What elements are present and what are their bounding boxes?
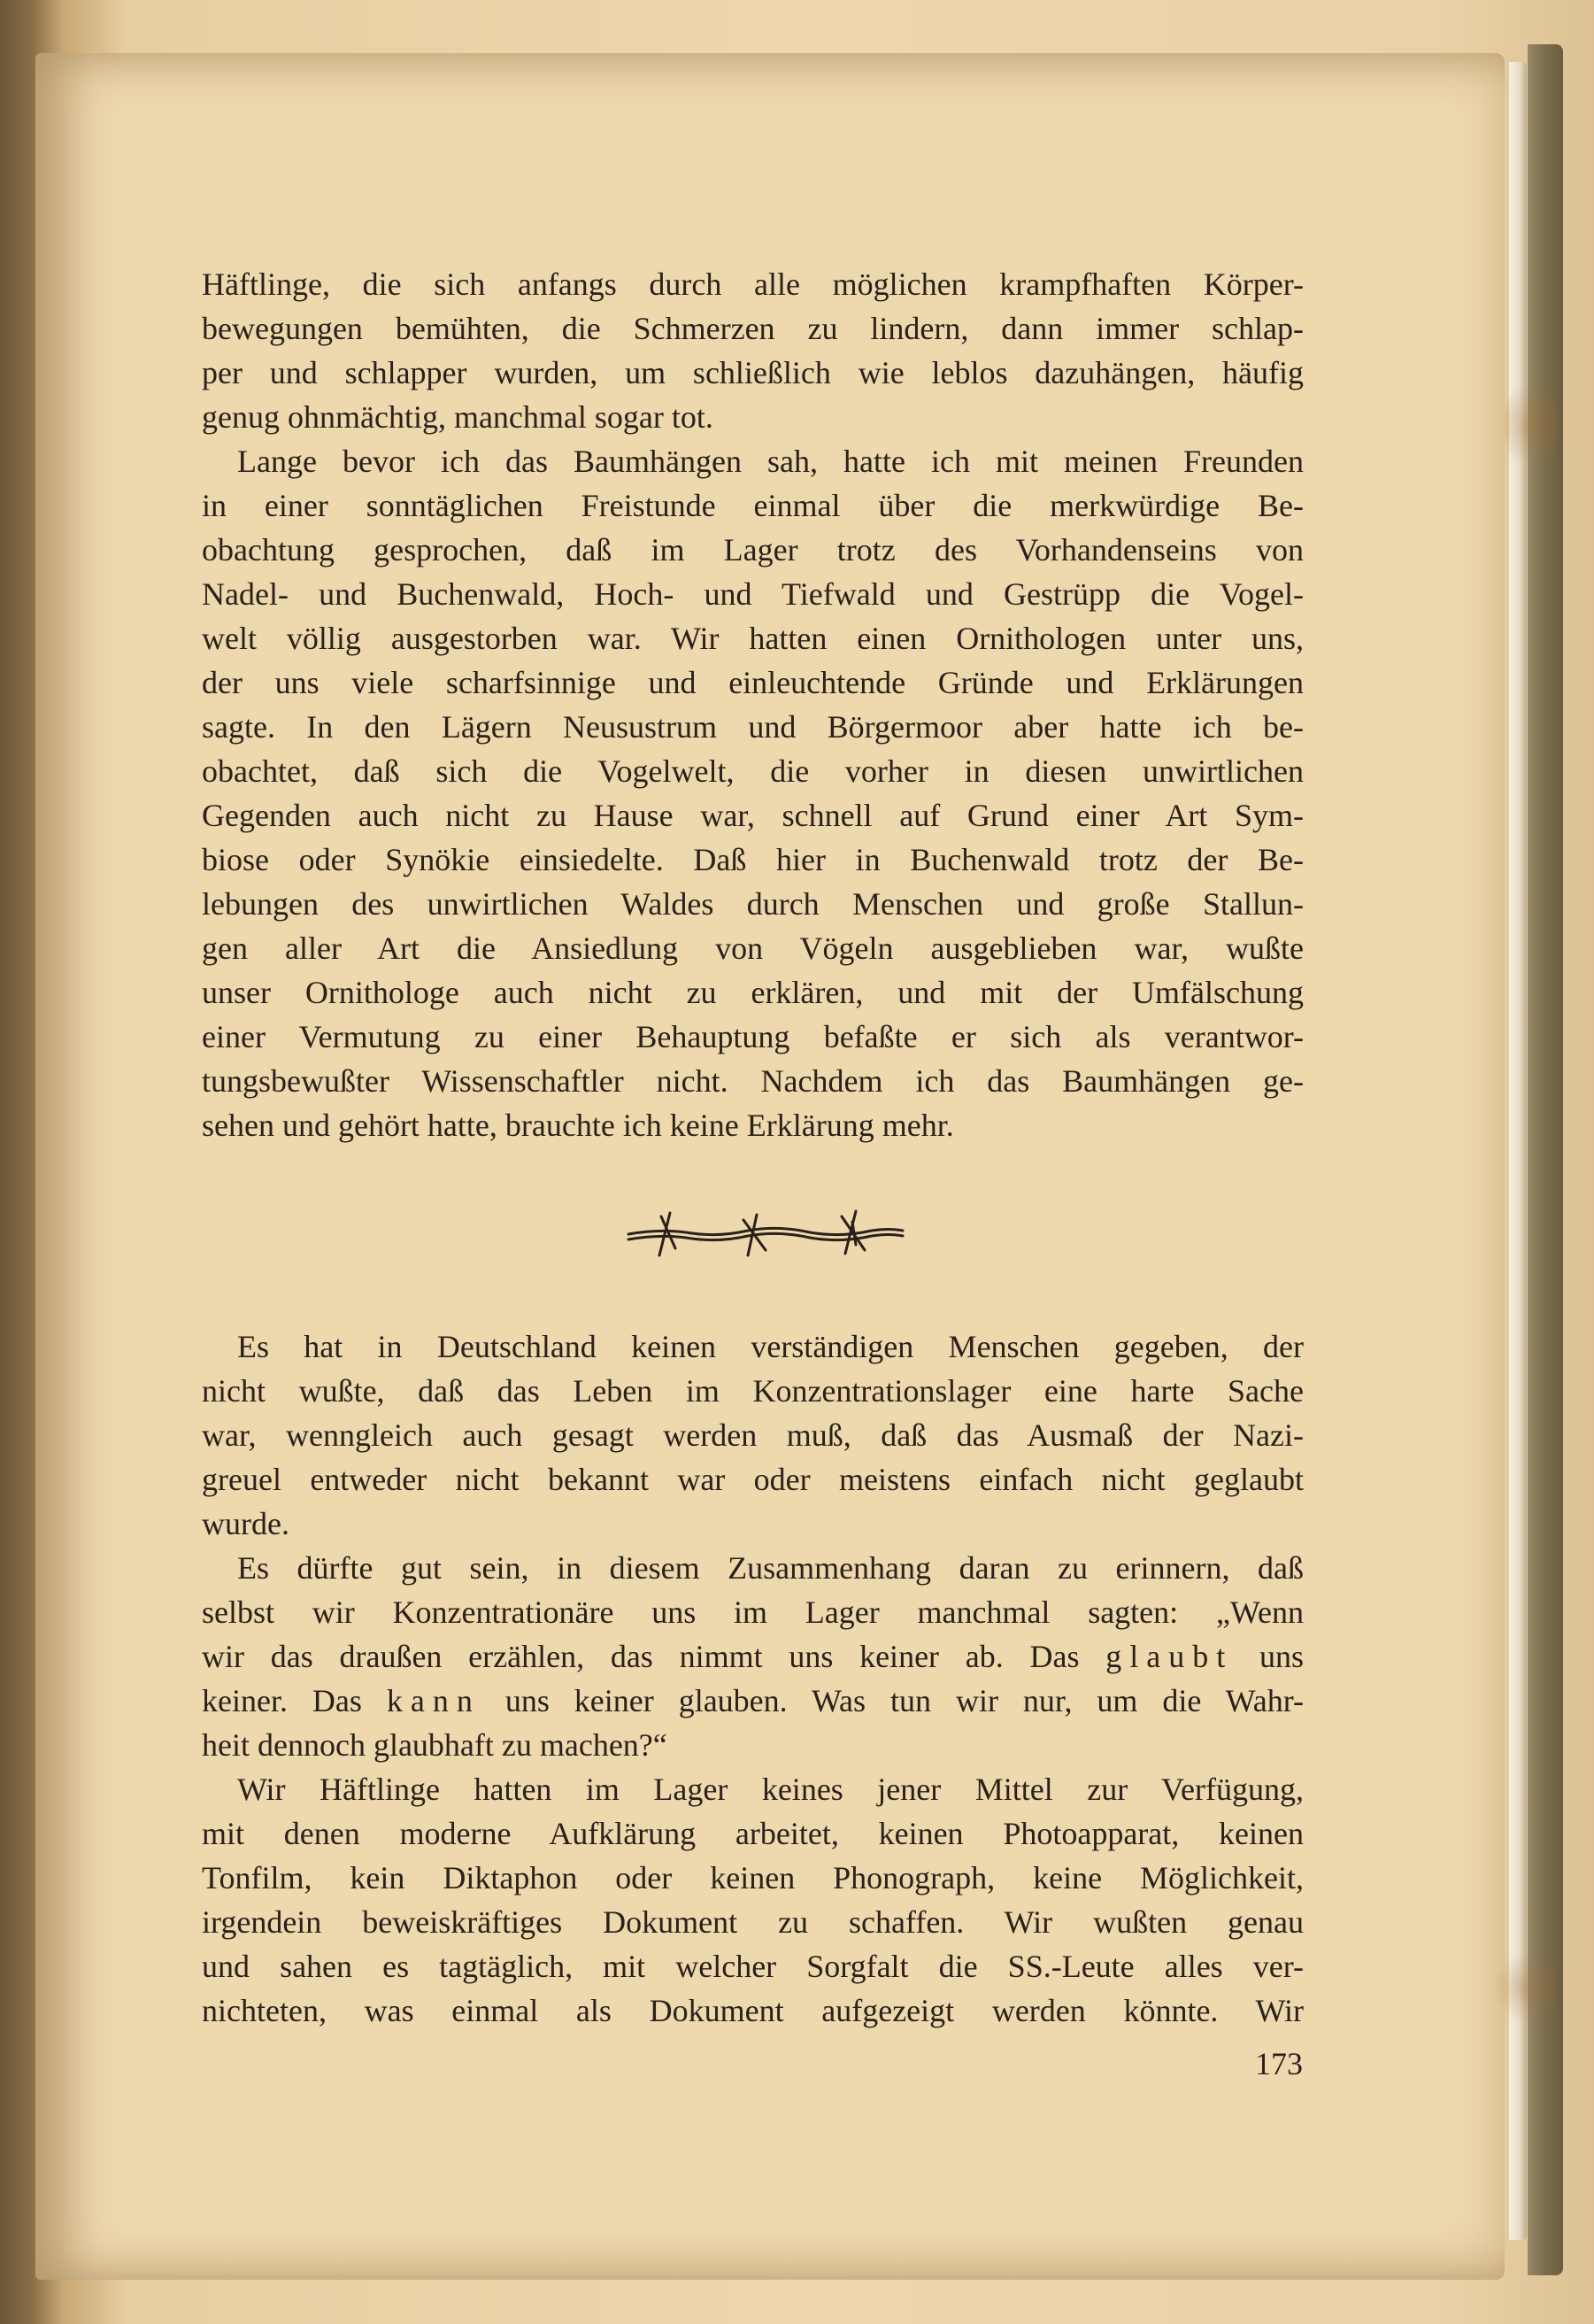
- paragraph-1: [202, 262, 1304, 439]
- text-line: obachtung gesprochen, daß im Lager trotz des Vorhandenseins von: [202, 532, 1304, 567]
- text-line: unser Ornithologe auch nicht zu erklären, und mit der Umfälschung: [202, 975, 1304, 1010]
- text-line: per und schlapper wurden, um schließlich wie leblos dazuhängen, häufig: [202, 355, 1304, 390]
- text-line: war, wenngleich auch gesagt werden muß, daß das Ausmaß der Nazi-: [202, 1417, 1304, 1453]
- text-line: und sahen es tagtäglich, mit welcher Sorgfalt die SS.-Leute alles ver-: [202, 1949, 1304, 1984]
- paper-stain: [1496, 1948, 1558, 2027]
- paragraph-4: [202, 1546, 1304, 1767]
- emphasized-word: kann: [386, 1683, 481, 1718]
- text-line: biose oder Synökie einsiedelte. Daß hier in Buchenwald trotz der Be-: [202, 842, 1304, 877]
- text-line: in einer sonntäglichen Freistunde einmal über die merkwürdige Be-: [202, 488, 1304, 523]
- text-line: heit dennoch glaubhaft zu machen?“: [202, 1727, 667, 1763]
- barbed-wire-icon: [624, 1204, 907, 1257]
- page-number: 173: [1255, 2046, 1303, 2081]
- text-line: Gegenden auch nicht zu Hause war, schnell auf Grund einer Art Sym-: [202, 798, 1304, 833]
- paragraph-5: [202, 1767, 1304, 2033]
- paragraph-3: [202, 1324, 1304, 1546]
- emphasized-word: glaubt: [1105, 1639, 1234, 1674]
- text-line: genug ohnmächtig, manchmal sogar tot.: [202, 399, 713, 435]
- text-line: Es dürfte gut sein, in diesem Zusammenhang daran zu erinnern, daß: [237, 1550, 1304, 1586]
- text-line: sehen und gehört hatte, brauchte ich keine Erklärung mehr.: [202, 1108, 954, 1143]
- text-line: der uns viele scharfsinnige und einleuchtende Gründe und Erklärungen: [202, 665, 1304, 700]
- text-run: wir das draußen erzählen, das nimmt uns keiner ab. Das: [202, 1639, 1106, 1674]
- text-run: keiner. Das: [202, 1683, 387, 1718]
- text-line: bewegungen bemühten, die Schmerzen zu lindern, dann immer schlap-: [202, 311, 1304, 346]
- text-line: selbst wir Konzentrationäre uns im Lager manchmal sagten: „Wenn: [202, 1594, 1304, 1630]
- text-line: [202, 1634, 1304, 1679]
- text-line: sagte. In den Lägern Neusustrum und Börgermoor aber hatte ich be-: [202, 709, 1304, 745]
- text-line: lebungen des unwirtlichen Waldes durch Menschen und große Stallun-: [202, 886, 1304, 922]
- text-line: Es hat in Deutschland keinen verständigen Menschen gegeben, der: [237, 1329, 1304, 1364]
- text-line: mit denen moderne Aufklärung arbeitet, keinen Photoapparat, keinen: [202, 1816, 1304, 1851]
- text-line: nicht wußte, daß das Leben im Konzentrationslager eine harte Sache: [202, 1373, 1304, 1409]
- text-line: Tonfilm, kein Diktaphon oder keinen Phonograph, keine Möglichkeit,: [202, 1860, 1304, 1895]
- text-line: Lange bevor ich das Baumhängen sah, hatte ich mit meinen Freunden: [237, 444, 1304, 479]
- text-line: wurde.: [202, 1506, 289, 1541]
- body-text: [202, 262, 1304, 2033]
- text-line: nichteten, was einmal als Dokument aufgezeigt werden könnte. Wir: [202, 1993, 1304, 2028]
- text-line: irgendein beweiskräftiges Dokument zu schaffen. Wir wußten genau: [202, 1904, 1304, 1940]
- text-line: [202, 1679, 1304, 1723]
- text-line: obachtet, daß sich die Vogelwelt, die vorher in diesen unwirtlichen: [202, 753, 1304, 789]
- text-line: greuel entweder nicht bekannt war oder meistens einfach nicht geglaubt: [202, 1462, 1304, 1497]
- text-line: einer Vermutung zu einer Behauptung befaßte er sich als verantwor-: [202, 1019, 1304, 1054]
- text-line: Nadel- und Buchenwald, Hoch- und Tiefwald und Gestrüpp die Vogel-: [202, 576, 1304, 612]
- paper-stain: [1505, 372, 1558, 478]
- text-line: welt völlig ausgestorben war. Wir hatten einen Ornithologen unter uns,: [202, 621, 1304, 656]
- text-run: uns: [1233, 1639, 1304, 1674]
- text-line: tungsbewußter Wissenschaftler nicht. Nachdem ich das Baumhängen ge-: [202, 1063, 1304, 1099]
- paragraph-2: [202, 439, 1304, 1147]
- text-line: gen aller Art die Ansiedlung von Vögeln ausgeblieben war, wußte: [202, 930, 1304, 966]
- text-run: uns keiner glauben. Was tun wir nur, um die Wahr-: [480, 1683, 1304, 1718]
- text-line: Häftlinge, die sich anfangs durch alle möglichen krampfhaften Körper-: [202, 266, 1304, 302]
- text-line: Wir Häftlinge hatten im Lager keines jener Mittel zur Verfügung,: [237, 1772, 1304, 1807]
